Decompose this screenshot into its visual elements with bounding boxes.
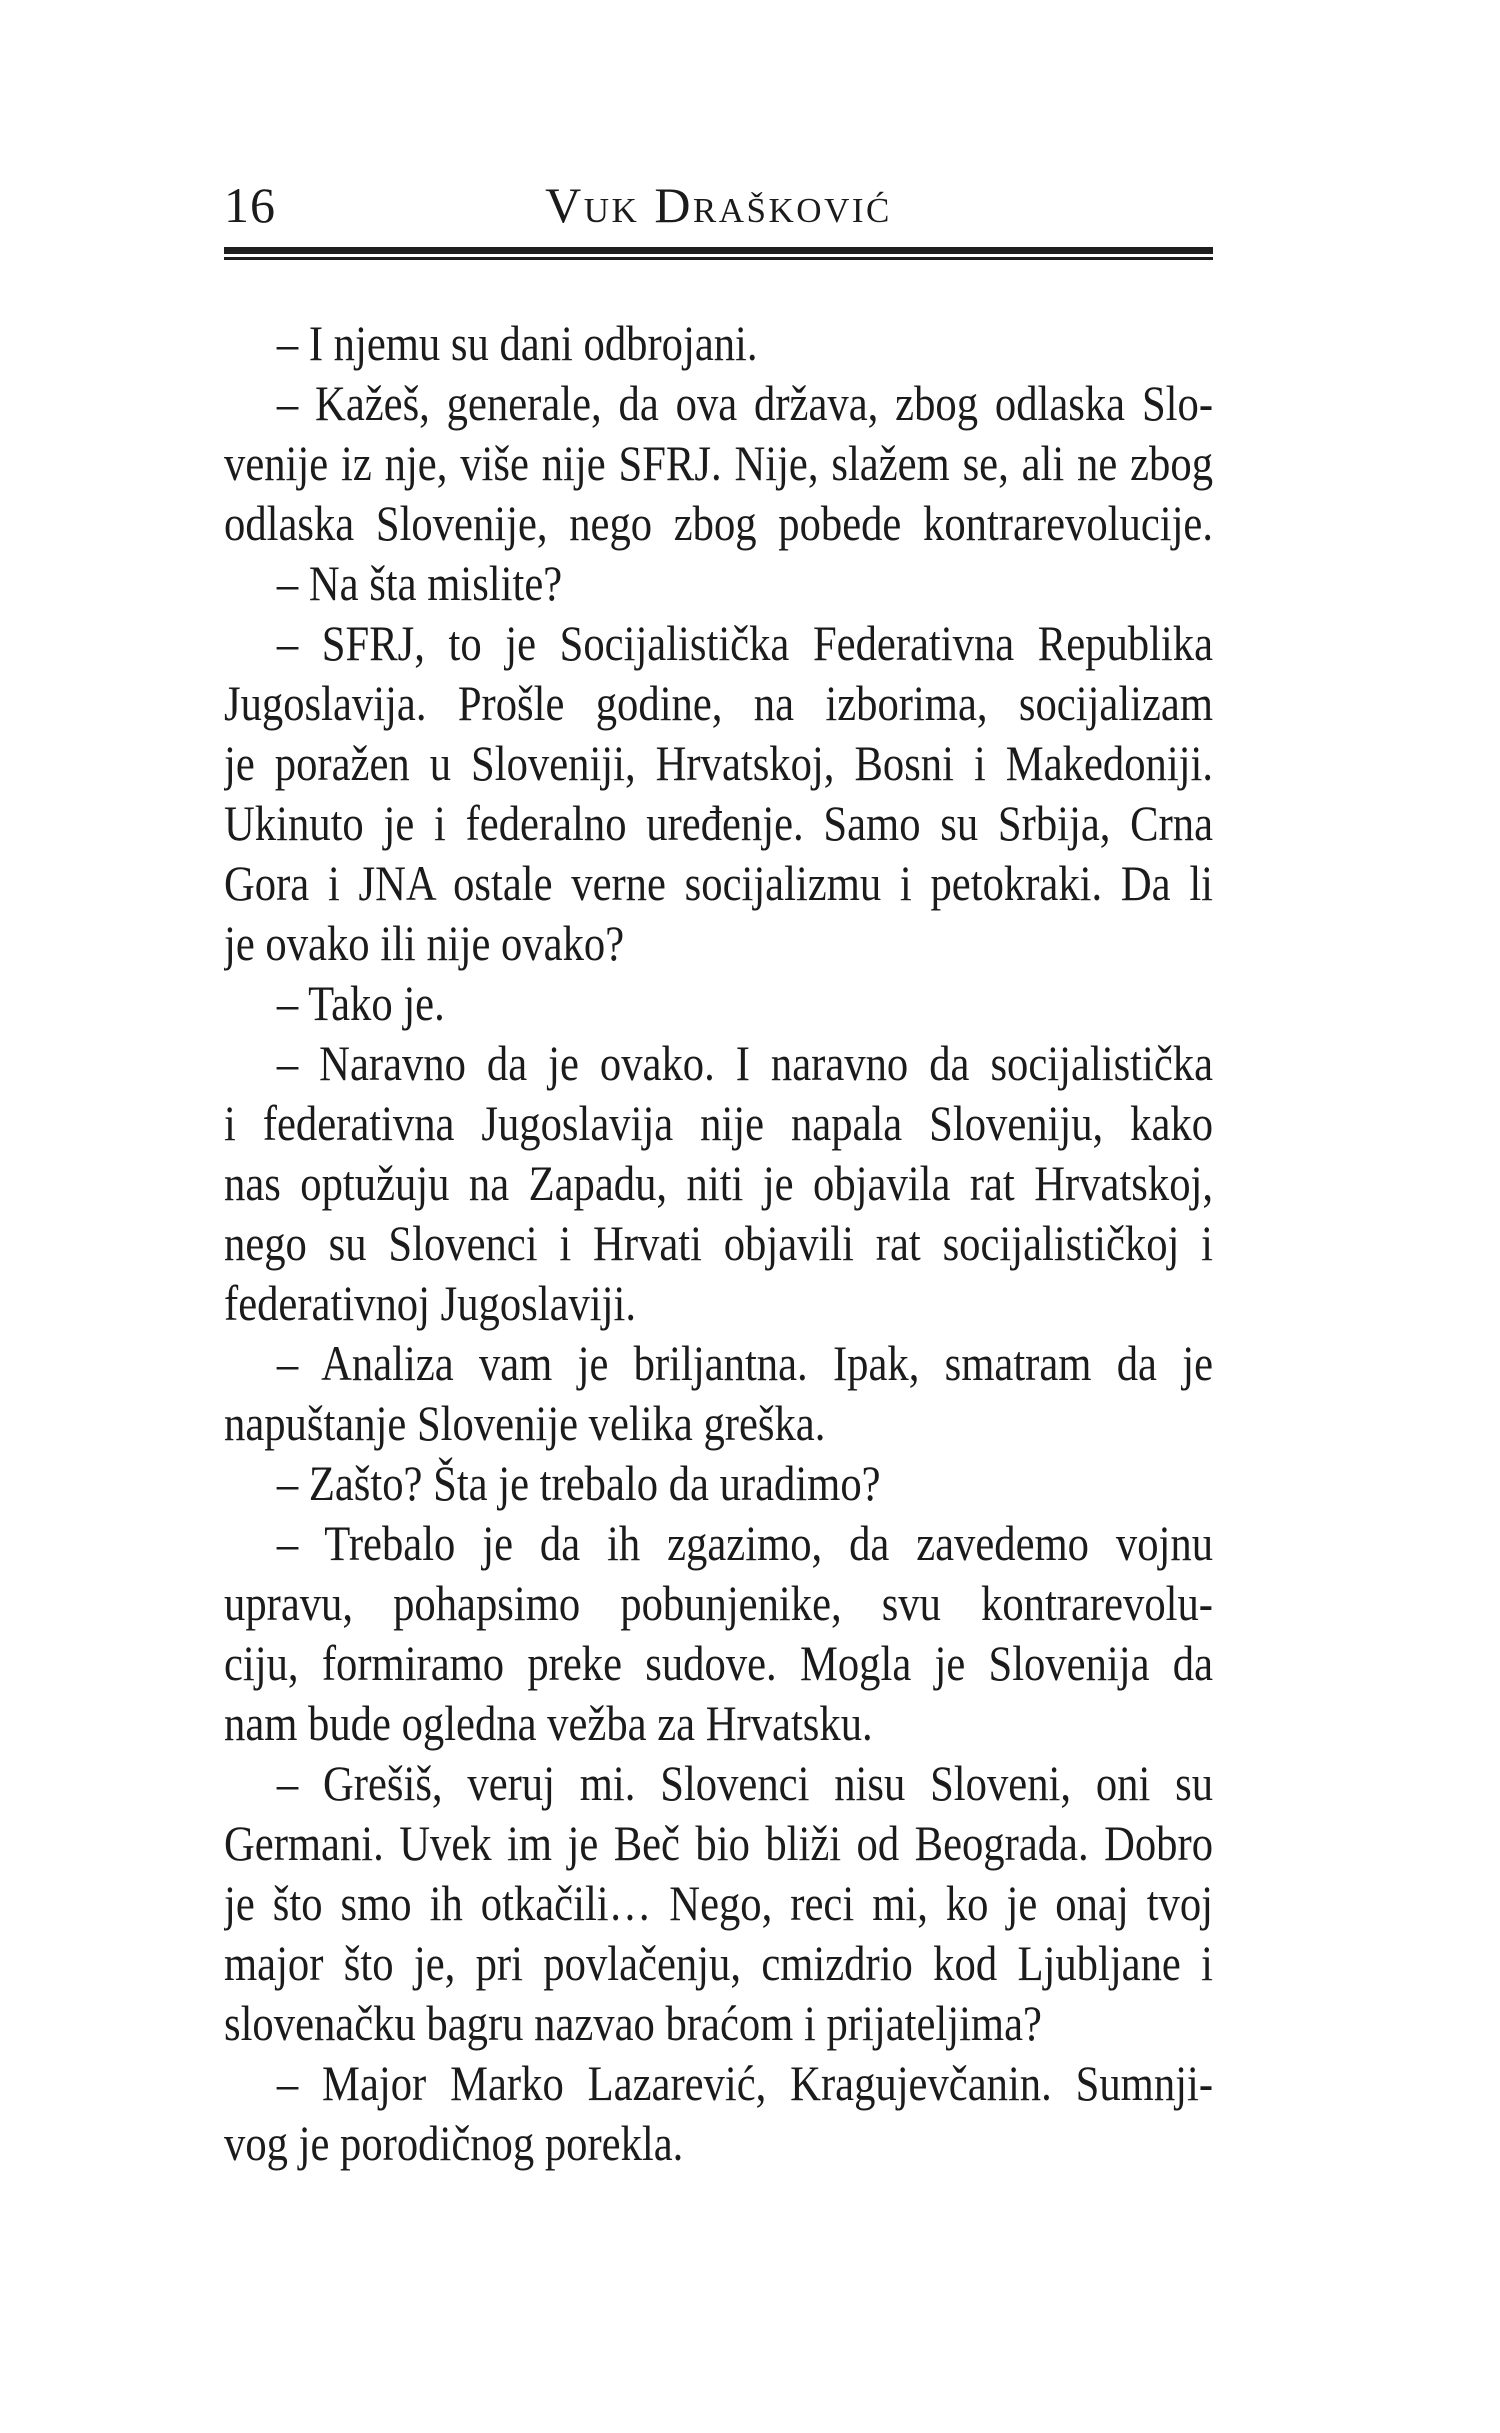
text-line: – Tako je. [276,975,445,1031]
text-line: – Zašto? Šta je trebalo da uradimo? [276,1455,881,1511]
header-double-rule [224,247,1213,260]
text-line: upravu, pohapsimo pobunjenike, svu kontrarevolu- [224,1575,1214,1631]
text-line: – Grešiš, veruj mi. Slovenci nisu Sloveni, oni su [276,1755,1214,1811]
text-line: nego su Slovenci i Hrvati objavili rat socijalističkoj i [224,1215,1214,1271]
page-header [224,177,1213,233]
text-line: – Analiza vam je briljantna. Ipak, smatram da je [276,1335,1214,1391]
text-line: ciju, formiramo preke sudove. Mogla je Slovenija da [224,1635,1214,1691]
text-line: Gora i JNA ostale verne socijalizmu i petokraki. Da li [224,855,1214,911]
text-line: – Major Marko Lazarević, Kragujevčanin. Sumnji- [276,2055,1214,2111]
text-line: i federativna Jugoslavija nije napala Sloveniju, kako [224,1095,1214,1151]
text-line: slovenačku bagru nazvao braćom i prijateljima? [224,1995,1042,2051]
body-text [224,313,1213,2173]
text-line: nam bude ogledna vežba za Hrvatsku. [224,1695,873,1751]
running-title: Vuk Drašković [545,177,892,233]
text-line: vog je porodičnog porekla. [224,2115,684,2171]
text-line: je poražen u Sloveniji, Hrvatskoj, Bosni i Makedoniji. [224,735,1214,791]
text-line: – Trebalo je da ih zgazimo, da zavedemo vojnu [276,1515,1214,1571]
text-line: – Kažeš, generale, da ova država, zbog odlaska Slo- [276,375,1214,431]
text-line: odlaska Slovenije, nego zbog pobede kontrarevolucije. [224,495,1214,551]
text-line: Germani. Uvek im je Beč bio bliži od Beograda. Dobro [224,1815,1214,1871]
text-line: federativnoj Jugoslaviji. [224,1275,637,1331]
text-line: – Naravno da je ovako. I naravno da socijalistička [276,1035,1214,1091]
text-line: nas optužuju na Zapadu, niti je objavila rat Hrvatskoj, [224,1155,1214,1211]
text-line: napuštanje Slovenije velika greška. [224,1395,826,1451]
text-line: – I njemu su dani odbrojani. [276,315,758,371]
text-line: major što je, pri povlačenju, cmizdrio kod Ljubljane i [224,1935,1214,1991]
text-line: – Na šta mislite? [276,555,563,611]
page-number: 16 [224,177,276,233]
text-line: je što smo ih otkačili… Nego, reci mi, ko je onaj tvoj [224,1875,1214,1931]
text-line: Jugoslavija. Prošle godine, na izborima, socijalizam [224,675,1214,731]
text-line: venije iz nje, više nije SFRJ. Nije, slažem se, ali ne zbog [224,435,1214,491]
text-line: je ovako ili nije ovako? [224,915,625,971]
text-line: – SFRJ, to je Socijalistička Federativna Republika [276,615,1214,671]
text-line: Ukinuto je i federalno uređenje. Samo su Srbija, Crna [224,795,1214,851]
